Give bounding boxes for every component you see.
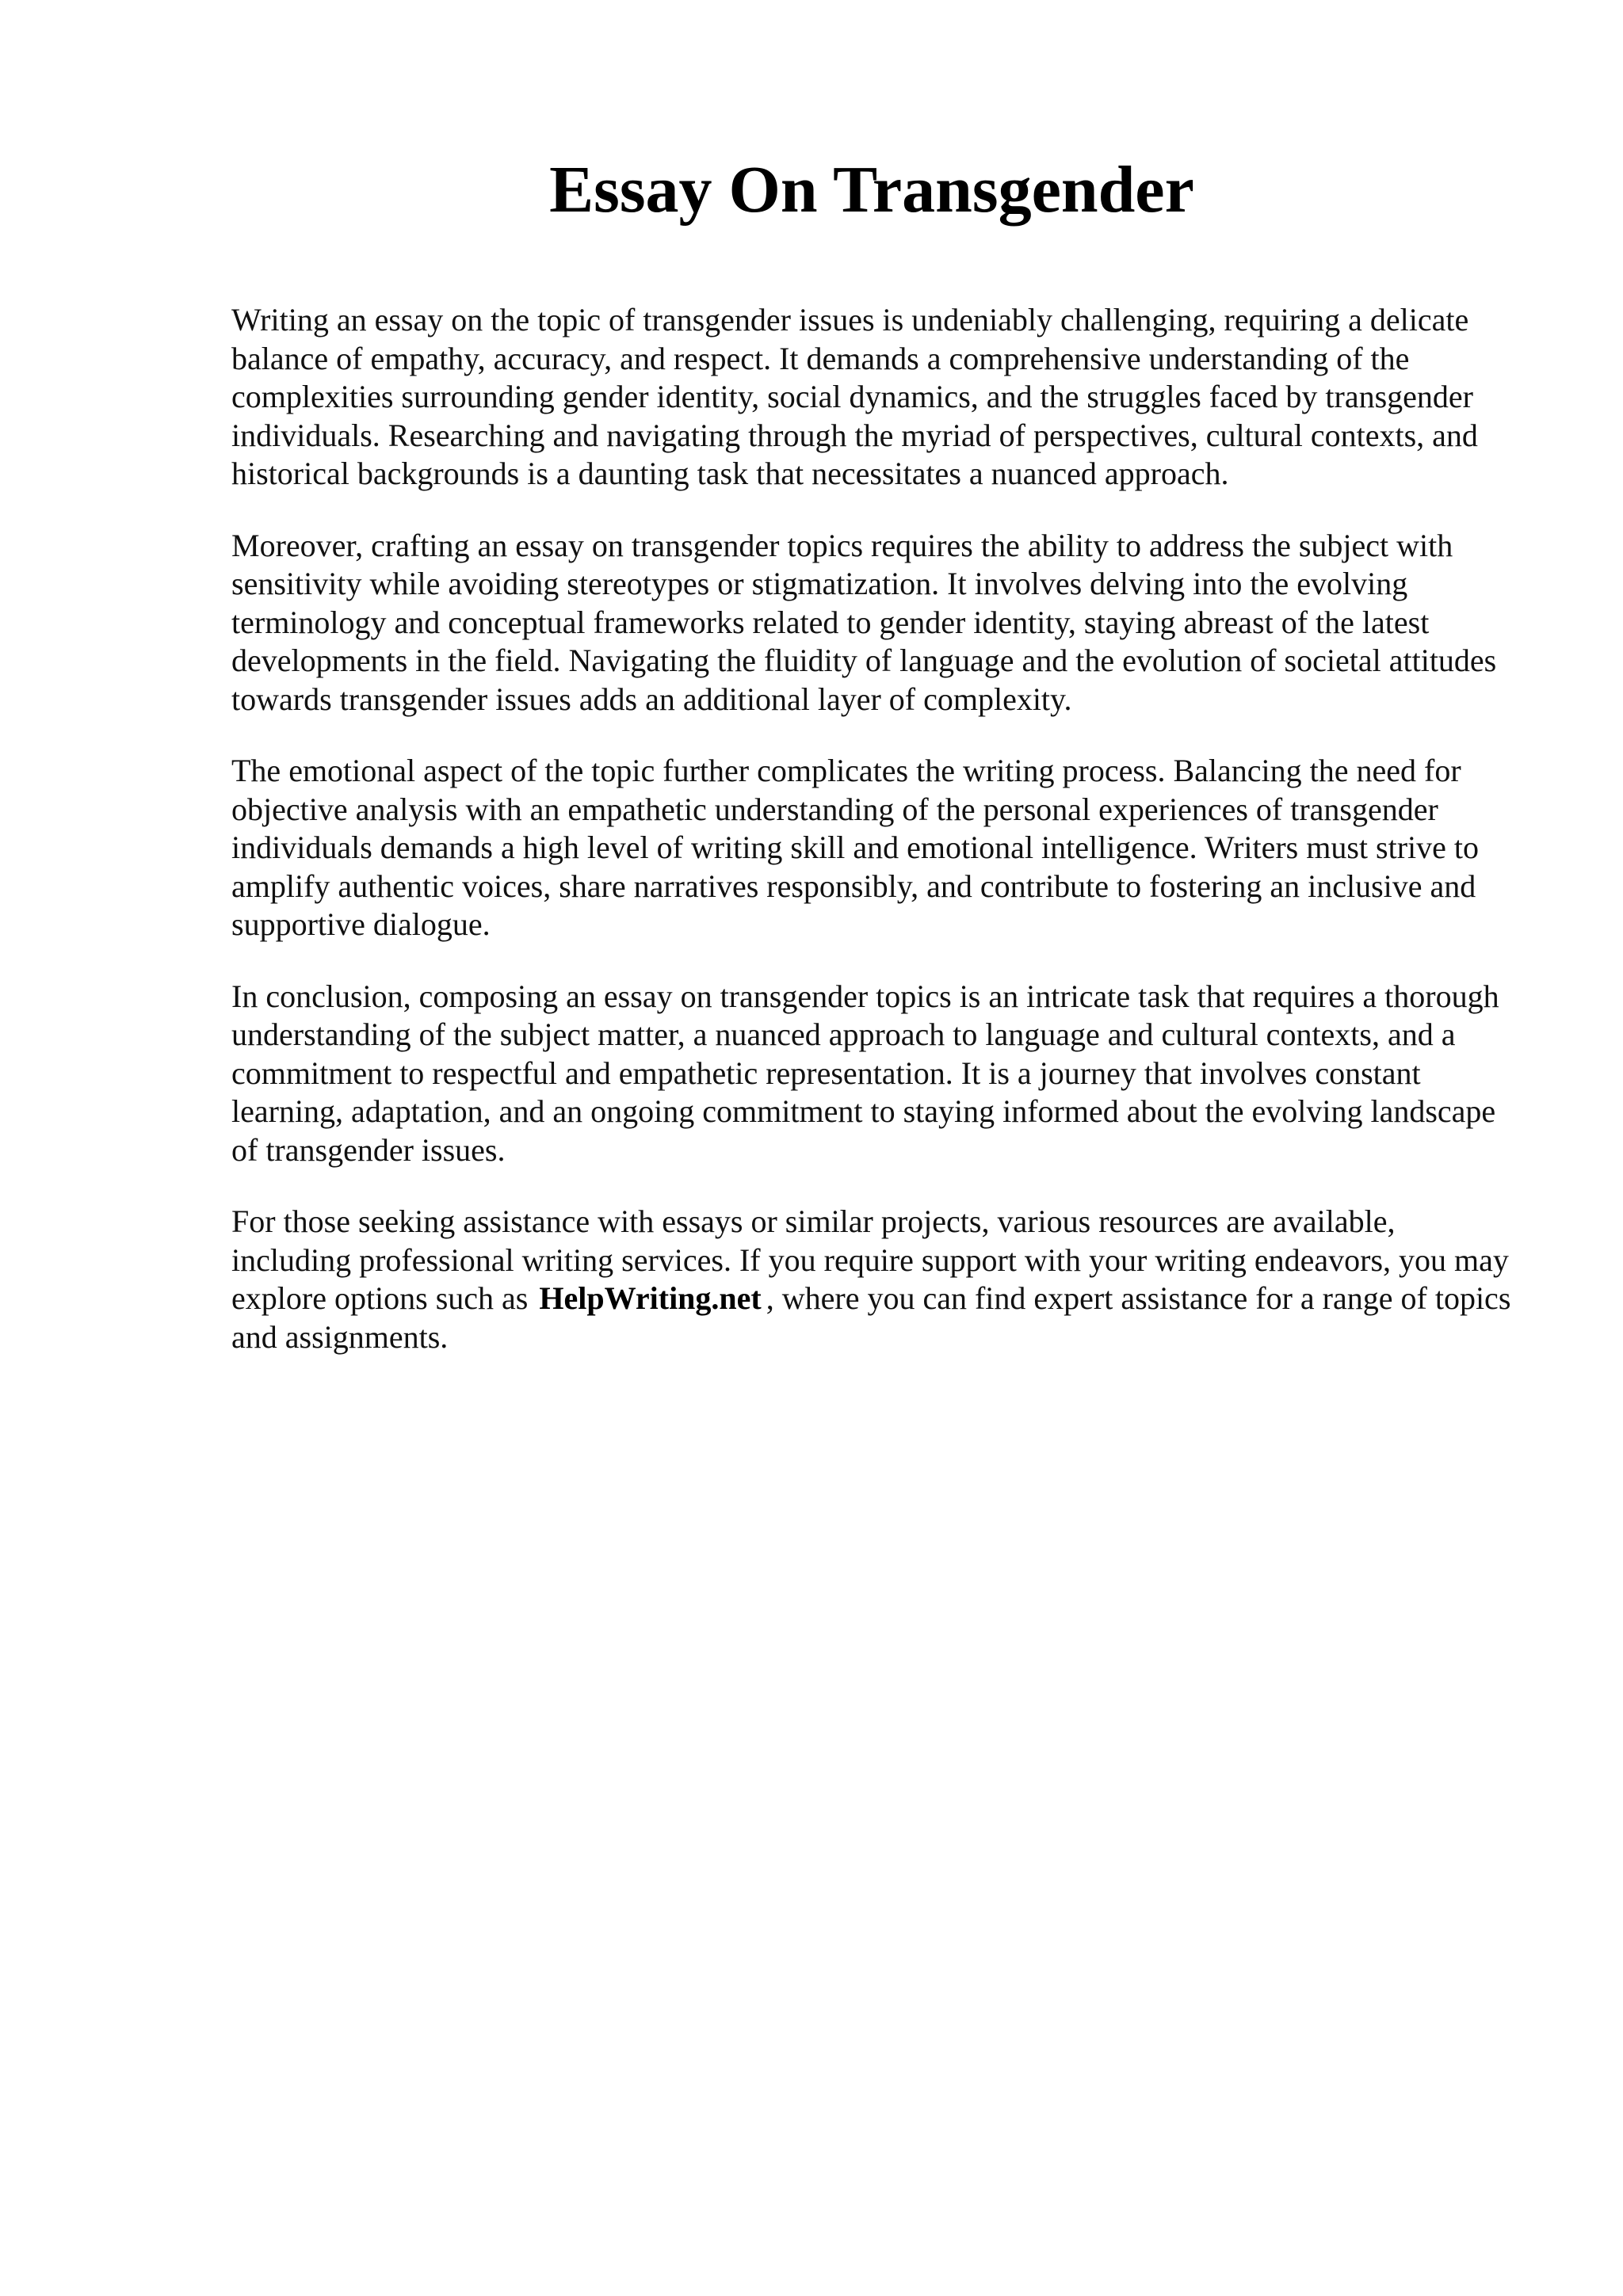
paragraph-5-intro: For those seeking assistance with essays or similar projects, various resources are available, including professional writing services. If you require support with your writing endeavors, you may explore options such as — [231, 1203, 1509, 1316]
paragraph-4: In conclusion, composing an essay on transgender topics is an intricate task that requires a thorough understanding of the subject matter, a nuanced approach to language and cultural contexts, and a commitment to respectful and empathetic representation. It is a journey that involves constant learning, adaptation, and an ongoing commitment to staying informed about the evolving landscape of transgender issues. — [231, 978, 1499, 1168]
document-body — [231, 301, 1515, 1390]
helpwriting-link[interactable]: HelpWriting.net — [539, 1280, 762, 1316]
paragraph-3: The emotional aspect of the topic further complicates the writing process. Balancing the need for objective analysis with an empathetic understanding of the personal experiences of transgender individuals demands a high level of writing skill and emotional intelligence. Writers must strive to amplify authentic voices, share narratives responsibly, and contribute to fostering an inclusive and supportive dialogue. — [231, 753, 1480, 942]
paragraph-5-outro: , where you can find expert assistance for a range of topics and assignments. — [231, 1280, 1511, 1355]
paragraph-2: Moreover, crafting an essay on transgender topics requires the ability to address the subject with sensitivity while avoiding stereotypes or stigmatization. It involves delving into the evolving terminology and conceptual frameworks related to gender identity, staying abreast of the latest developments in the field. Navigating the fluidity of language and the evolution of societal attitudes towards transgender issues adds an additional layer of complexity. — [231, 527, 1497, 717]
document-title: Essay On Transgender — [549, 153, 1194, 227]
paragraph-1: Writing an essay on the topic of transgender issues is undeniably challenging, requiring a delicate balance of empathy, accuracy, and respect. It demands a comprehensive understanding of the complexities surrounding gender identity, social dynamics, and the struggles faced by transgender individuals. Researching and navigating through the myriad of perspectives, cultural contexts, and historical backgrounds is a daunting task that necessitates a nuanced approach. — [231, 302, 1478, 491]
paragraph-5 — [231, 1203, 1515, 1356]
